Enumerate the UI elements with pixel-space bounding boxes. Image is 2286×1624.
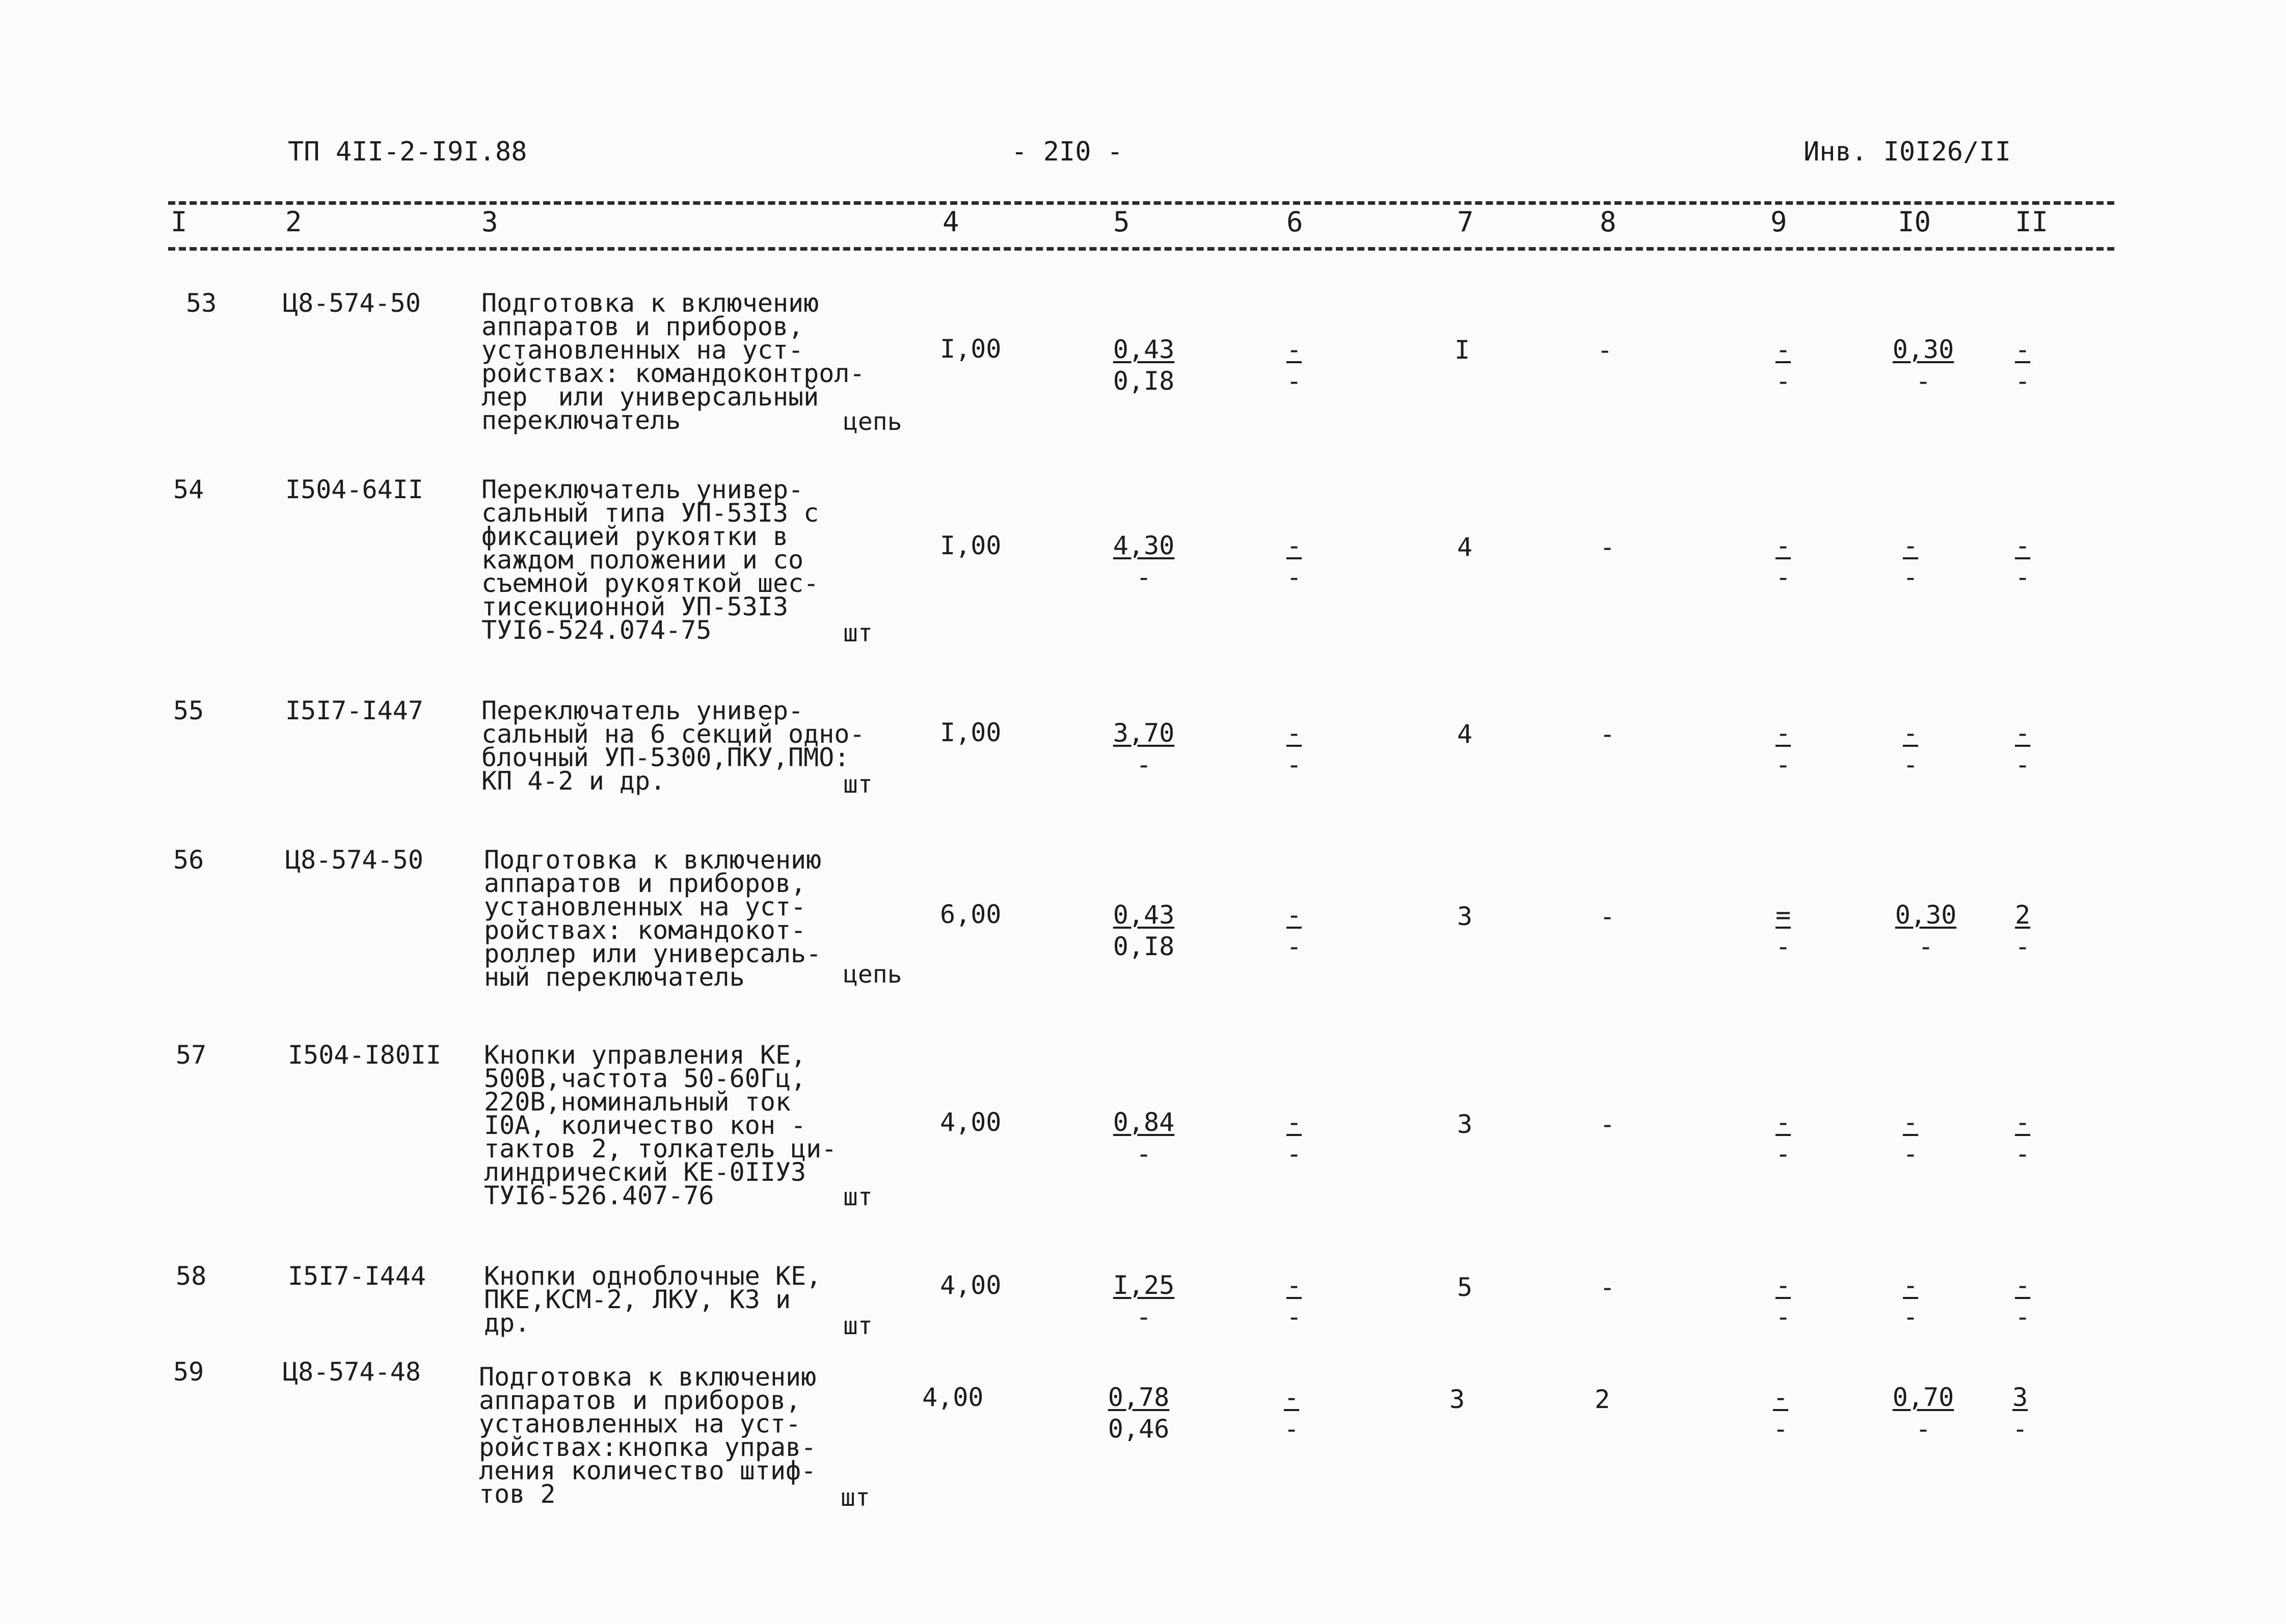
- column-header-3: 3: [481, 206, 498, 238]
- row-col11: 3 -: [2012, 1383, 2028, 1444]
- row-description: Подготовка к включению аппаратов и приборов, установленных на уст- ройствах:кнопка управ- ления количество штиф- тов 2: [479, 1362, 817, 1509]
- row-unit: шт: [843, 619, 873, 647]
- row-quantity: 4,00: [940, 1107, 1002, 1137]
- row-col8: -: [1600, 902, 1616, 931]
- row-col8: -: [1600, 719, 1616, 749]
- row-unit: шт: [843, 1312, 873, 1340]
- column-header-7: 7: [1457, 206, 1474, 238]
- row-col7: 4: [1457, 719, 1473, 749]
- row-quantity: 4,00: [940, 1270, 1002, 1300]
- row-col9: = -: [1775, 900, 1791, 961]
- row-col9: - -: [1775, 1270, 1791, 1332]
- row-description: Подготовка к включению аппаратов и приборов, установленных на уст- ройствах: командокот- роллер или универсаль- ный переключатель: [484, 845, 822, 992]
- row-col6: - -: [1286, 718, 1302, 779]
- row-col9: - -: [1775, 335, 1791, 396]
- row-col7: I: [1455, 335, 1470, 365]
- column-header-5: 5: [1113, 206, 1130, 238]
- row-col10: 0,30 -: [1895, 900, 1957, 961]
- row-description: Переключатель универ- сальный типа УП-53I3 с фиксацией рукоятки в каждом положении и со съемной рукояткой шес- тисекционной УП-53I3 ТУI6-524.074-75: [481, 475, 819, 645]
- row-description: Кнопки управления КЕ, 500В,частота 50-60Гц, 220В,номинальный ток I0А, количество кон - тактов 2, толкатель ци- линдрический КЕ-0IIУ3 ТУI6-526.407-76: [484, 1040, 837, 1210]
- row-number: 53: [186, 288, 217, 318]
- row-description: Кнопки одноблочные КЕ, ПКЕ,КСМ-2, ЛКУ, К3 и др.: [484, 1261, 822, 1338]
- row-col6: - -: [1286, 335, 1302, 396]
- row-col5: $\frac{0,43}{0,I8}$: [1113, 335, 1175, 396]
- row-col10: - -: [1902, 718, 1919, 779]
- row-col8: 2: [1595, 1385, 1610, 1414]
- row-number: 54: [173, 475, 204, 504]
- row-code: Ц8-574-50: [283, 288, 421, 318]
- row-col7: 5: [1457, 1273, 1473, 1302]
- row-col10: - -: [1902, 531, 1919, 592]
- row-col11: - -: [2014, 718, 2031, 779]
- row-col11: 2 -: [2014, 900, 2031, 961]
- row-col9: - -: [1775, 1107, 1791, 1169]
- row-quantity: I,00: [940, 531, 1002, 560]
- header-bottom-rule: [168, 247, 2114, 251]
- page-number: - 2I0 -: [1011, 137, 1123, 167]
- row-col11: - -: [2014, 531, 2031, 592]
- row-col9: - -: [1775, 718, 1791, 779]
- row-col8: -: [1597, 335, 1613, 365]
- row-quantity: 6,00: [940, 900, 1002, 929]
- row-unit: шт: [843, 1183, 873, 1211]
- row-col6: - -: [1286, 1107, 1302, 1169]
- row-unit: цепь: [843, 960, 902, 989]
- column-header-11: II: [2015, 206, 2049, 238]
- row-code: Ц8-574-48: [283, 1357, 421, 1387]
- row-number: 56: [173, 845, 204, 875]
- row-col10: - -: [1902, 1270, 1919, 1332]
- row-quantity: I,00: [940, 718, 1002, 747]
- row-number: 57: [176, 1040, 207, 1070]
- row-col7: 3: [1449, 1385, 1465, 1414]
- row-quantity: 4,00: [922, 1383, 984, 1412]
- header-top-rule: [168, 201, 2114, 205]
- row-unit: шт: [843, 770, 873, 799]
- row-number: 58: [176, 1261, 207, 1291]
- column-header-4: 4: [943, 206, 959, 238]
- row-col5: 4,30 -: [1113, 531, 1175, 592]
- row-description: Переключатель универ- сальный на 6 секций одно- блочный УП-5300,ПКУ,ПМО: КП 4-2 и др.: [481, 696, 865, 796]
- row-col8: -: [1600, 1273, 1616, 1302]
- row-col11: - -: [2014, 1270, 2031, 1332]
- inventory-number: Инв. I0I26/II: [1804, 137, 2011, 167]
- row-col11: - -: [2014, 1107, 2031, 1169]
- row-col10: 0,70 -: [1892, 1383, 1954, 1444]
- column-header-6: 6: [1286, 206, 1303, 238]
- row-description: Подготовка к включению аппаратов и приборов, установленных на уст- ройствах: командоконтрол- лер или универсальный переключатель: [481, 288, 865, 435]
- column-header-1: I: [171, 206, 187, 238]
- row-number: 59: [173, 1357, 204, 1387]
- row-col6: - -: [1283, 1383, 1300, 1444]
- row-code: Ц8-574-50: [285, 845, 423, 875]
- row-number: 55: [173, 696, 204, 725]
- row-unit: цепь: [843, 408, 902, 436]
- row-col6: - -: [1286, 900, 1302, 961]
- column-header-10: I0: [1898, 206, 1931, 238]
- row-code: I5I7-I447: [285, 696, 423, 725]
- column-header-2: 2: [285, 206, 302, 238]
- row-code: I5I7-I444: [288, 1261, 426, 1291]
- row-col7: 4: [1457, 532, 1473, 562]
- row-col7: 3: [1457, 902, 1473, 931]
- row-code: I504-64II: [285, 475, 423, 504]
- row-col5: 0,84 -: [1113, 1107, 1175, 1169]
- row-col8: -: [1600, 532, 1616, 562]
- row-col8: -: [1600, 1109, 1616, 1139]
- column-header-8: 8: [1600, 206, 1617, 238]
- row-col6: - -: [1286, 531, 1302, 592]
- row-col10: 0,30 -: [1892, 335, 1954, 396]
- row-col9: - -: [1775, 531, 1791, 592]
- row-col6: - -: [1286, 1270, 1302, 1332]
- row-col11: - -: [2014, 335, 2031, 396]
- row-col9: - -: [1772, 1383, 1789, 1444]
- column-header-9: 9: [1770, 206, 1787, 238]
- row-col7: 3: [1457, 1109, 1473, 1139]
- row-col5: 3,70 -: [1113, 718, 1175, 779]
- row-col5: I,25 -: [1113, 1270, 1175, 1332]
- row-unit: шт: [841, 1483, 870, 1512]
- document-code: ТП 4II-2-I9I.88: [288, 137, 527, 167]
- row-quantity: I,00: [940, 334, 1002, 364]
- row-code: I504-I80II: [288, 1040, 442, 1070]
- row-col5: $\frac{0,78}{0,46}$: [1108, 1383, 1170, 1444]
- row-col5: $\frac{0,43}{0,I8}$: [1113, 900, 1175, 961]
- row-col10: - -: [1902, 1107, 1919, 1169]
